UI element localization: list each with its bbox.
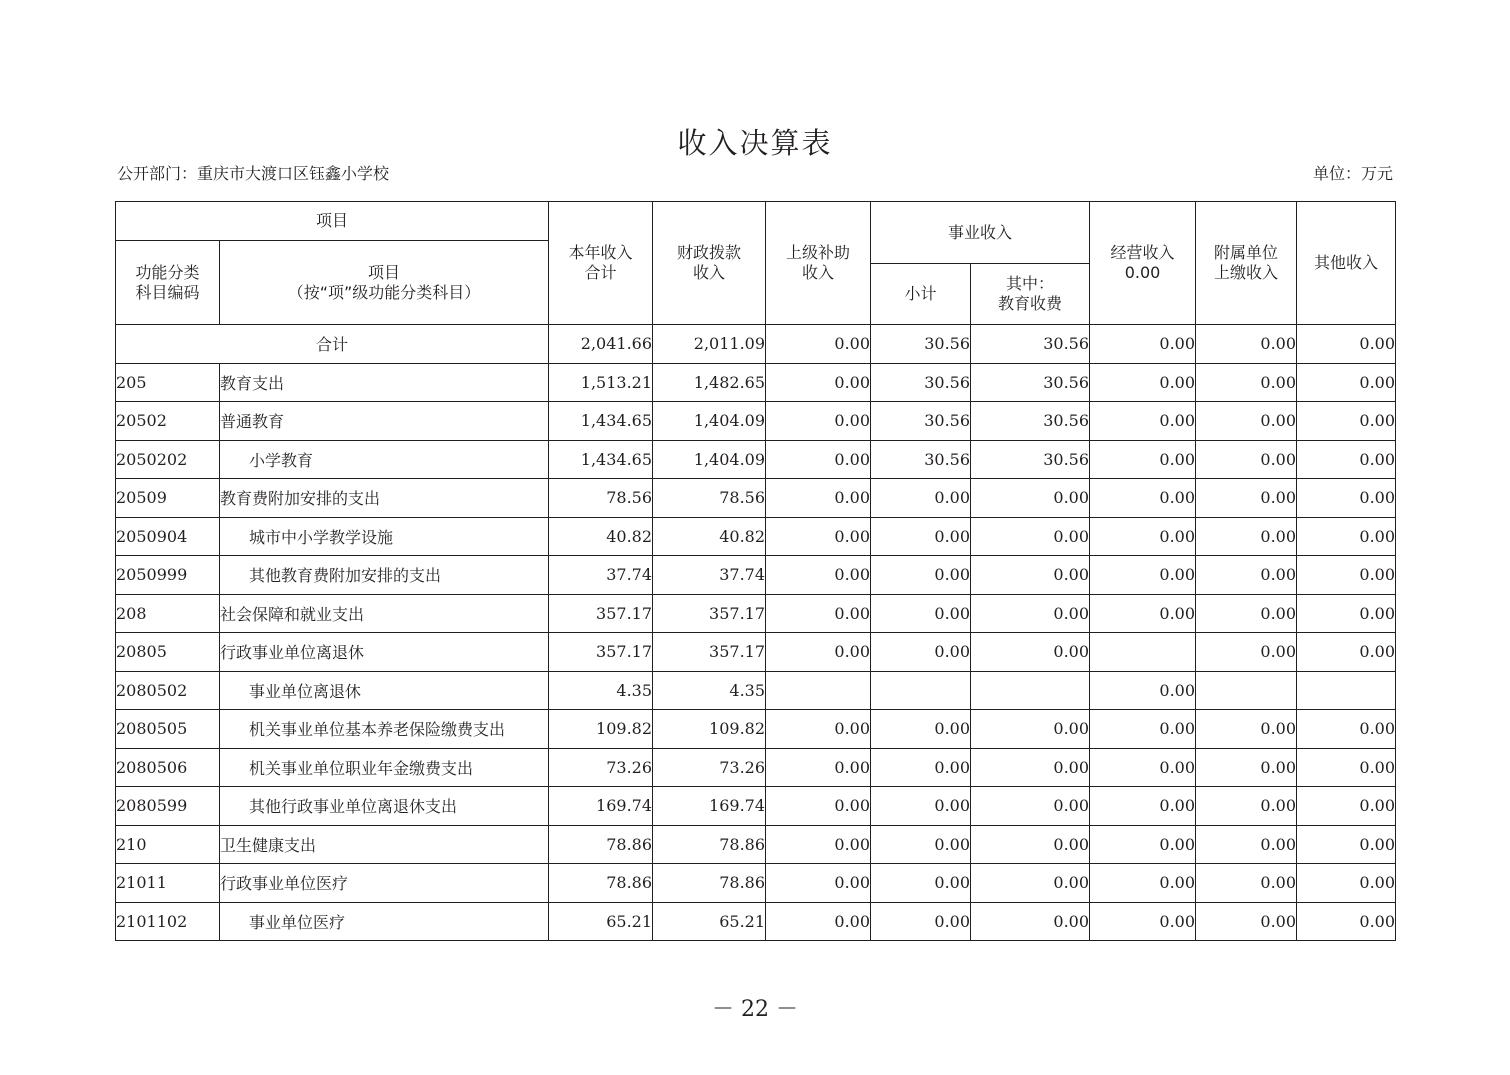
row-name: 小学教育 (220, 440, 549, 479)
cell-value: 0.00 (1297, 440, 1396, 479)
cell-value: 357.17 (549, 633, 653, 672)
cell-value: 0.00 (1090, 787, 1196, 826)
cell-value (1297, 671, 1396, 710)
cell-value: 0.00 (871, 556, 971, 595)
cell-value: 30.56 (871, 363, 971, 402)
cell-value: 0.00 (1090, 594, 1196, 633)
cell-value: 0.00 (971, 825, 1090, 864)
page-title: 收入决算表 (677, 126, 833, 160)
row-name: 教育支出 (220, 363, 549, 402)
cell-value: 0.00 (766, 363, 871, 402)
cell-value (971, 671, 1090, 710)
cell-value: 78.86 (653, 864, 766, 903)
row-code: 2080502 (116, 671, 220, 710)
cell-value (871, 671, 971, 710)
cell-value: 0.00 (871, 517, 971, 556)
cell-value: 0.00 (1196, 825, 1297, 864)
total-label: 合计 (116, 325, 549, 364)
table-row (116, 402, 1396, 441)
header-project: 项目 (116, 202, 549, 241)
cell-value: 0.00 (871, 748, 971, 787)
cell-value: 0.00 (1297, 325, 1396, 364)
cell-value: 0.00 (971, 710, 1090, 749)
cell-value: 109.82 (653, 710, 766, 749)
row-code: 2080599 (116, 787, 220, 826)
cell-value: 0.00 (1297, 864, 1396, 903)
header-edu-fee: 其中： 教育收费 (971, 264, 1090, 325)
cell-value: 0.00 (1196, 402, 1297, 441)
table-row (116, 363, 1396, 402)
cell-value: 0.00 (1297, 787, 1396, 826)
cell-value: 0.00 (871, 864, 971, 903)
cell-value: 0.00 (1297, 825, 1396, 864)
header-fiscal: 财政拨款 收入 (653, 202, 766, 325)
cell-value: 30.56 (971, 325, 1090, 364)
cell-value: 0.00 (871, 594, 971, 633)
cell-value: 0.00 (1297, 633, 1396, 672)
row-name: 机关事业单位职业年金缴费支出 (220, 748, 549, 787)
row-code: 2050999 (116, 556, 220, 595)
row-name: 卫生健康支出 (220, 825, 549, 864)
row-code: 21011 (116, 864, 220, 903)
row-name: 其他行政事业单位离退休支出 (220, 787, 549, 826)
cell-value: 0.00 (1090, 748, 1196, 787)
cell-value: 30.56 (971, 363, 1090, 402)
table-row (116, 479, 1396, 518)
cell-value: 0.00 (1297, 902, 1396, 941)
cell-value: 0.00 (766, 787, 871, 826)
cell-value: 0.00 (971, 902, 1090, 941)
total-row (116, 325, 1396, 364)
cell-value: 169.74 (549, 787, 653, 826)
cell-value: 0.00 (871, 825, 971, 864)
cell-value: 78.56 (549, 479, 653, 518)
cell-value: 0.00 (1196, 902, 1297, 941)
row-name: 事业单位离退休 (220, 671, 549, 710)
cell-value: 0.00 (1090, 479, 1196, 518)
table-row (116, 633, 1396, 672)
cell-value: 0.00 (971, 556, 1090, 595)
cell-value: 0.00 (766, 748, 871, 787)
cell-value: 2,011.09 (653, 325, 766, 364)
cell-value: 0.00 (766, 479, 871, 518)
cell-value: 0.00 (1090, 363, 1196, 402)
row-name: 机关事业单位基本养老保险缴费支出 (220, 710, 549, 749)
cell-value: 0.00 (1090, 556, 1196, 595)
cell-value: 4.35 (653, 671, 766, 710)
row-code: 2101102 (116, 902, 220, 941)
table-header (116, 202, 1396, 325)
table-row (116, 710, 1396, 749)
cell-value: 0.00 (766, 594, 871, 633)
cell-value: 0.00 (1196, 864, 1297, 903)
row-code: 205 (116, 363, 220, 402)
cell-value: 0.00 (971, 479, 1090, 518)
cell-value: 30.56 (971, 402, 1090, 441)
row-code: 20509 (116, 479, 220, 518)
table-row (116, 556, 1396, 595)
cell-value: 0.00 (1090, 864, 1196, 903)
income-final-accounts-table (115, 201, 1396, 941)
table-body (116, 325, 1396, 941)
cell-value: 65.21 (653, 902, 766, 941)
cell-value: 0.00 (971, 633, 1090, 672)
cell-value: 357.17 (549, 594, 653, 633)
cell-value: 0.00 (766, 902, 871, 941)
row-code: 2080505 (116, 710, 220, 749)
cell-value: 0.00 (766, 864, 871, 903)
row-code: 2080506 (116, 748, 220, 787)
cell-value: 357.17 (653, 633, 766, 672)
cell-value: 30.56 (871, 402, 971, 441)
cell-value: 0.00 (1297, 402, 1396, 441)
cell-value: 0.00 (1297, 748, 1396, 787)
table-row (116, 864, 1396, 903)
cell-value: 0.00 (1196, 363, 1297, 402)
row-code: 2050202 (116, 440, 220, 479)
cell-value: 0.00 (971, 787, 1090, 826)
row-code: 210 (116, 825, 220, 864)
cell-value: 37.74 (549, 556, 653, 595)
cell-value: 0.00 (766, 517, 871, 556)
cell-value: 40.82 (549, 517, 653, 556)
cell-value: 0.00 (871, 479, 971, 518)
cell-value (766, 671, 871, 710)
cell-value: 0.00 (1196, 633, 1297, 672)
header-subtotal: 小计 (871, 264, 971, 325)
cell-value: 78.86 (549, 864, 653, 903)
cell-value: 0.00 (871, 633, 971, 672)
cell-value: 0.00 (766, 710, 871, 749)
cell-value: 0.00 (1196, 517, 1297, 556)
cell-value: 0.00 (971, 517, 1090, 556)
table-row (116, 517, 1396, 556)
cell-value: 65.21 (549, 902, 653, 941)
cell-value (1196, 671, 1297, 710)
cell-value: 78.86 (549, 825, 653, 864)
header-affiliate: 附属单位 上缴收入 (1196, 202, 1297, 325)
cell-value: 0.00 (1196, 710, 1297, 749)
cell-value: 169.74 (653, 787, 766, 826)
cell-value: 30.56 (971, 440, 1090, 479)
cell-value: 0.00 (766, 556, 871, 595)
table-row (116, 594, 1396, 633)
cell-value: 0.00 (1090, 325, 1196, 364)
cell-value: 0.00 (766, 402, 871, 441)
cell-value: 30.56 (871, 325, 971, 364)
cell-value: 109.82 (549, 710, 653, 749)
cell-value: 30.56 (871, 440, 971, 479)
header-superior: 上级补助 收入 (766, 202, 871, 325)
row-name: 社会保障和就业支出 (220, 594, 549, 633)
cell-value: 0.00 (1090, 402, 1196, 441)
cell-value: 0.00 (1196, 787, 1297, 826)
cell-value: 1,404.09 (653, 402, 766, 441)
header-business: 事业收入 (871, 202, 1090, 264)
cell-value: 0.00 (1297, 363, 1396, 402)
department-label: 公开部门：重庆市大渡口区钰鑫小学校 (117, 164, 390, 183)
cell-value: 0.00 (1196, 440, 1297, 479)
cell-value: 1,404.09 (653, 440, 766, 479)
cell-value: 0.00 (766, 325, 871, 364)
row-code: 208 (116, 594, 220, 633)
cell-value: 1,513.21 (549, 363, 653, 402)
cell-value: 0.00 (1090, 710, 1196, 749)
cell-value: 73.26 (653, 748, 766, 787)
cell-value: 4.35 (549, 671, 653, 710)
cell-value: 0.00 (971, 864, 1090, 903)
header-item-name: 项目 （按“项”级功能分类科目） (220, 241, 549, 325)
header-func-code: 功能分类 科目编码 (116, 241, 220, 325)
table-row (116, 671, 1396, 710)
unit-label: 单位：万元 (1312, 164, 1393, 183)
cell-value: 1,482.65 (653, 363, 766, 402)
cell-value: 2,041.66 (549, 325, 653, 364)
cell-value: 0.00 (1090, 825, 1196, 864)
cell-value: 0.00 (871, 902, 971, 941)
cell-value: 40.82 (653, 517, 766, 556)
table-row (116, 787, 1396, 826)
cell-value: 0.00 (1196, 479, 1297, 518)
table-row (116, 440, 1396, 479)
cell-value (1090, 633, 1196, 672)
row-code: 2050904 (116, 517, 220, 556)
cell-value: 78.56 (653, 479, 766, 518)
row-name: 行政事业单位离退休 (220, 633, 549, 672)
cell-value: 1,434.65 (549, 402, 653, 441)
cell-value: 0.00 (1196, 325, 1297, 364)
row-code: 20502 (116, 402, 220, 441)
cell-value: 357.17 (653, 594, 766, 633)
row-code: 20805 (116, 633, 220, 672)
cell-value: 0.00 (1297, 556, 1396, 595)
cell-value: 0.00 (1196, 556, 1297, 595)
row-name: 教育费附加安排的支出 (220, 479, 549, 518)
cell-value: 0.00 (1297, 594, 1396, 633)
cell-value: 73.26 (549, 748, 653, 787)
cell-value: 0.00 (1196, 594, 1297, 633)
cell-value: 0.00 (1090, 902, 1196, 941)
cell-value: 0.00 (871, 787, 971, 826)
table-row (116, 902, 1396, 941)
cell-value: 0.00 (766, 825, 871, 864)
cell-value: 0.00 (766, 440, 871, 479)
row-name: 其他教育费附加安排的支出 (220, 556, 549, 595)
row-name: 普通教育 (220, 402, 549, 441)
cell-value: 0.00 (971, 594, 1090, 633)
cell-value: 0.00 (1090, 440, 1196, 479)
cell-value: 0.00 (1297, 517, 1396, 556)
cell-value: 78.86 (653, 825, 766, 864)
row-name: 事业单位医疗 (220, 902, 549, 941)
cell-value: 1,434.65 (549, 440, 653, 479)
row-name: 城市中小学教学设施 (220, 517, 549, 556)
header-operating: 经营收入 0.00 (1090, 202, 1196, 325)
cell-value: 0.00 (971, 748, 1090, 787)
cell-value: 37.74 (653, 556, 766, 595)
table-row (116, 748, 1396, 787)
header-other: 其他收入 (1297, 202, 1396, 325)
row-name: 行政事业单位医疗 (220, 864, 549, 903)
cell-value: 0.00 (766, 633, 871, 672)
cell-value: 0.00 (871, 710, 971, 749)
table-row (116, 825, 1396, 864)
cell-value: 0.00 (1297, 479, 1396, 518)
cell-value: 0.00 (1090, 517, 1196, 556)
cell-value: 0.00 (1297, 710, 1396, 749)
cell-value: 0.00 (1196, 748, 1297, 787)
page-number: － 22 － (712, 997, 798, 1022)
cell-value: 0.00 (1090, 671, 1196, 710)
header-total: 本年收入 合计 (549, 202, 653, 325)
